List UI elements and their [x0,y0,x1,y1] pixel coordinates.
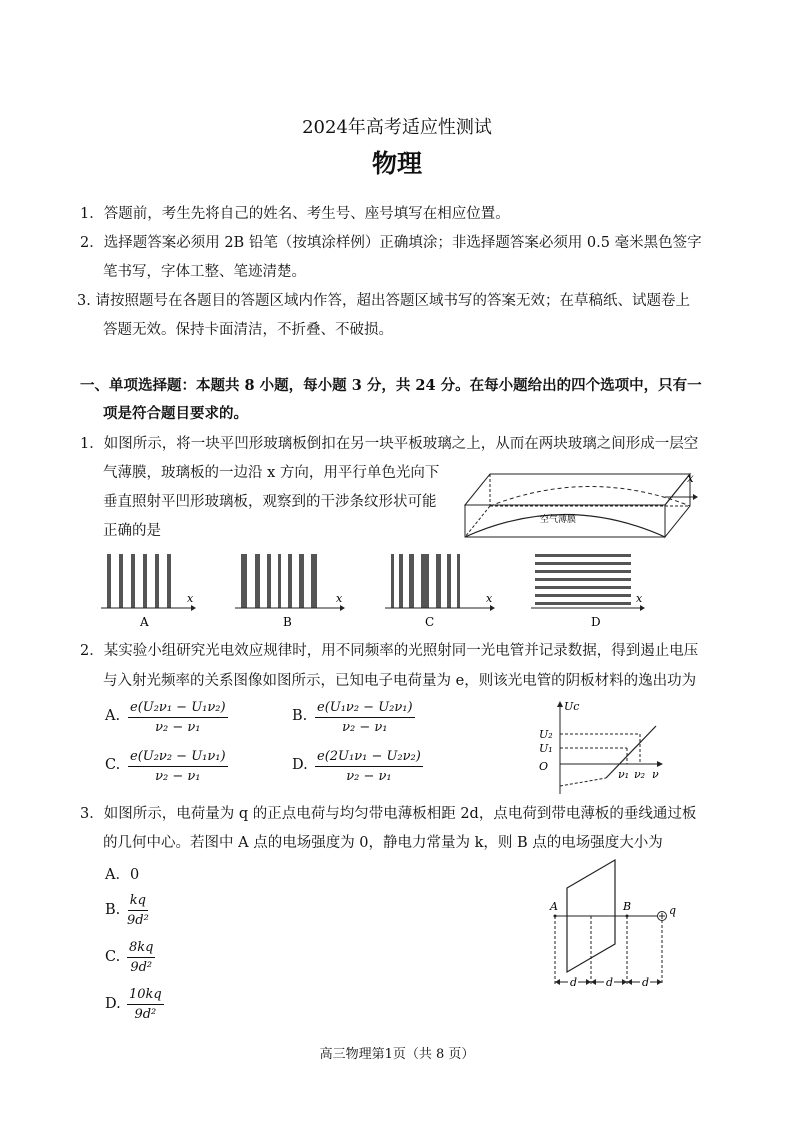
svg-text:x: x [636,592,643,605]
subject-title: 物理 [371,149,422,178]
q2-graph-xlabel: ν [652,768,659,781]
q3-option-b-label: B. [105,902,121,918]
q1-fig-axis: x [687,471,694,485]
instruction-2: 2．选择题答案必须用 2B 铅笔（按填涂样例）正确填涂；非选择题答案必须用 0.5 毫米黑色签字 [80,235,702,251]
instruction-3-cont: 答题无效。保持卡面清洁，不折叠、不破损。 [103,322,393,338]
q2-option-a-label: A. [105,708,121,724]
svg-text:d: d [606,976,614,989]
q1-option-d-pattern [531,554,645,629]
q3-charge-label: q [669,904,677,917]
svg-text:D: D [591,615,601,629]
q3-option-c: $\frac{8kq}{\text{9d²}}$ [129,940,154,975]
q2-graph-v1: ν₁ [618,768,630,781]
q2-option-b-label: B. [292,708,308,724]
q3-point-a: A [550,900,558,913]
q1-glass-figure [460,462,700,544]
q1-options-figure [95,550,665,630]
q2-stopping-voltage-graph [530,698,670,798]
q2-option-b: $\frac{\text{e(U₁ν₂ − U₂ν₁)}}{\text{ν₂ − ν₁}}$ [317,700,413,735]
q3-line-2: 的几何中心。若图中 A 点的电场强度为 0，静电力常量为 k，则 B 点的电场强度大小为 [103,835,663,851]
q3-point-b: B [623,900,632,913]
svg-text:x: x [486,592,493,605]
q2-option-c: $\frac{\text{e(U₂ν₂ − U₁ν₁)}}{\text{ν₂ − ν₁}}$ [130,749,226,784]
q3-option-a: A．0 [105,867,140,883]
q2-line-2: 与入射光频率的关系图像如图所示，已知电子电荷量为 e，则该光电管的阴板材料的逸出功为 [103,673,697,689]
svg-text:B: B [283,615,292,629]
q1-option-c-pattern [385,554,495,629]
q2-graph-ylabel: Uc [564,700,580,713]
q2-graph-u1: U₁ [539,742,553,755]
svg-text:x: x [187,592,194,605]
q3-option-d: $\frac{10kq}{\text{9d²}}$ [129,987,162,1022]
q1-line-2: 气薄膜，玻璃板的一边沿 x 方向，用平行单色光向下 [103,465,440,481]
q2-graph-origin: O [539,760,549,773]
q2-option-d-label: D. [292,757,308,773]
q2-option-a: $\frac{\text{e(U₂ν₁ − U₁ν₂)}}{\text{ν₂ − ν₁}}$ [130,700,226,735]
q1-line-4: 正确的是 [103,523,161,539]
svg-text:A: A [140,615,149,629]
q3-option-b: $\frac{kq}{\text{9d²}}$ [127,893,149,928]
svg-text:C: C [425,615,435,629]
q1-line-1: 1．如图所示，将一块平凹形玻璃板倒扣在另一块平板玻璃之上，从而在两块玻璃之间形成一层空 [80,436,699,452]
q2-option-c-label: C. [105,757,121,773]
page-footer: 高三物理第1页（共 8 页） [319,1047,475,1062]
q3-line-1: 3．如图所示，电荷量为 q 的正点电荷与均匀带电薄板相距 2d，点电荷到带电薄板的垂线通过板 [80,806,697,822]
q2-graph-u2: U₂ [539,728,553,741]
q3-option-c-label: C. [105,949,121,965]
q2-option-d: $\frac{\text{e(2U₁ν₁ − U₂ν₂)}}{\text{ν₂ − ν₁}}$ [317,749,421,784]
q2-graph-v2: ν₂ [634,768,646,781]
section-heading-cont: 项是符合题目要求的。 [103,405,248,422]
q3-charged-plate-figure [545,858,685,998]
q2-line-1: 2．某实验小组研究光电效应规律时，用不同频率的光照射同一光电管并记录数据，得到遏止电压 [80,643,699,659]
section-heading: 一、单项选择题：本题共 8 小题，每小题 3 分，共 24 分。在每小题给出的四个选项中，只有一 [80,377,702,394]
instruction-2-cont: 笔书写，字体工整、笔迹清楚。 [103,264,306,280]
q3-option-d-label: D. [105,996,121,1012]
q1-option-a-pattern [101,554,196,629]
svg-text:d: d [642,976,650,989]
svg-text:d: d [570,976,578,989]
svg-text:x: x [336,592,343,605]
q1-option-b-pattern [235,554,345,629]
instruction-3: 3. 请按照题号在各题目的答题区域内作答，超出答题区域书写的答案无效；在草稿纸、试题卷上 [77,293,690,309]
q1-line-3: 垂直照射平凹形玻璃板，观察到的干涉条纹形状可能 [103,494,437,510]
exam-title: 2024年高考适应性测试 [302,117,492,138]
q1-air-film-label: 空气薄膜 [540,515,577,525]
instruction-1: 1．答题前，考生先将自己的姓名、考生号、座号填写在相应位置。 [80,206,510,222]
